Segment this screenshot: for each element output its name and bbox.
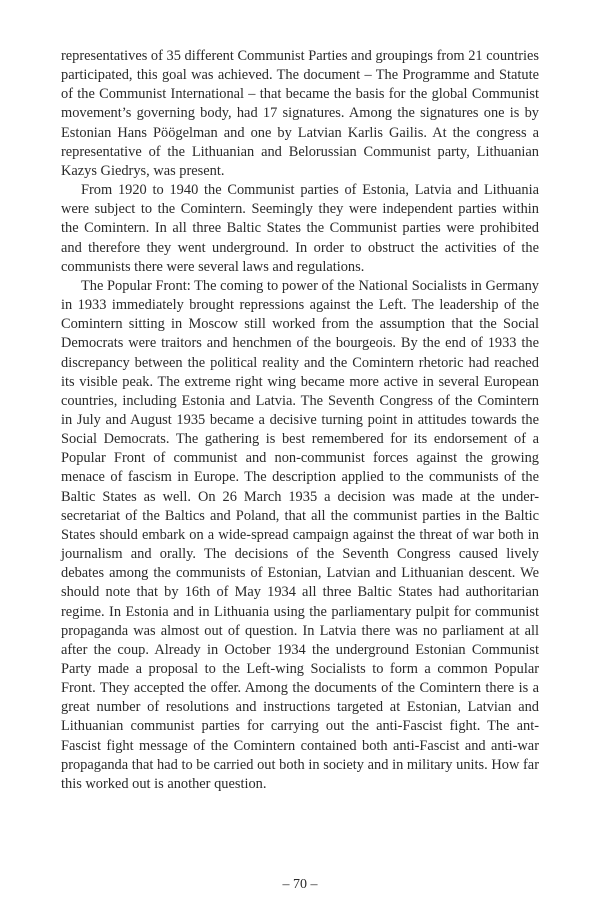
page-body [61, 47, 539, 794]
paragraph-communist-parties: From 1920 to 1940 the Communist parties of Estonia, Latvia and Lithuania were subject to the Comintern. Seemingly they were independent parties within the Comintern. In all three Baltic States the Communist parties were prohibited and therefore they went underground. In order to obstruct the activities of the communists there were several laws and regulations. [61, 182, 539, 275]
paragraph-popular-front: The Popular Front: The coming to power of the National Socialists in Germany in 1933 immediately brought repressions against the Left. The leadership of the Comintern sitting in Moscow still worked from the assumption that the Social Democrats were traitors and henchmen of the bourgeois. By the end of 1933 the discrepancy between the political reality and the Comintern rhetoric had reached its visible peak. The extreme right wing became more active in several European countries, including Estonia and Latvia. The Seventh Congress of the Comintern in July and August 1935 became a decisive turning point in attitudes towards the Social Democrats. The gathering is best remembered for its endorsement of a Popular Front of communist and non-communist forces against the growing menace of fascism in Europe. The description applied to the communists of the Baltic States as well. On 26 March 1935 a decision was made at the under-secretariat of the Baltics and Poland, that all the communist parties in the Baltic States should embark on a wide-spread campaign against the threat of war both in journalism and orally. The decisions of the Seventh Congress caused lively debates among the communists of Estonian, Latvian and Lithuanian descent. We should note that by 16th of May 1934 all three Baltic States had authoritarian regime. In Estonia and in Lithuania using the parliamentary pulpit for communist propaganda was almost out of question. In Latvia there was no parliament at all after the coup. Already in October 1934 the underground Estonian Communist Party made a proposal to the Left-wing Socialists to form a common Popular Front. They accepted the offer. Among the documents of the Comintern there is a great number of resolutions and instructions targeted at Estonian, Latvian and Lithuanian communist parties for carrying out the anti-Fascist fight. The ant-Fascist fight message of the Comintern contained both anti-Fascist and anti-war propaganda that had to be carried out both in society and in military units. How far this worked out is another question. [61, 277, 539, 792]
paragraph-continued: representatives of 35 different Communist Parties and groupings from 21 countries participated, this goal was achieved. The document – The Programme and Statute of the Communist International – that became the basis for the global Communist movement’s governing body, had 17 signatures. Among the signatures one is by Estonian Hans Pöögelman and one by Latvian Karlis Gailis. At the congress a representative of the Lithuanian and Belorussian Communist party, Lithuanian Kazys Giedrys, was present. [61, 48, 539, 179]
page-number: – 70 – [282, 877, 318, 892]
